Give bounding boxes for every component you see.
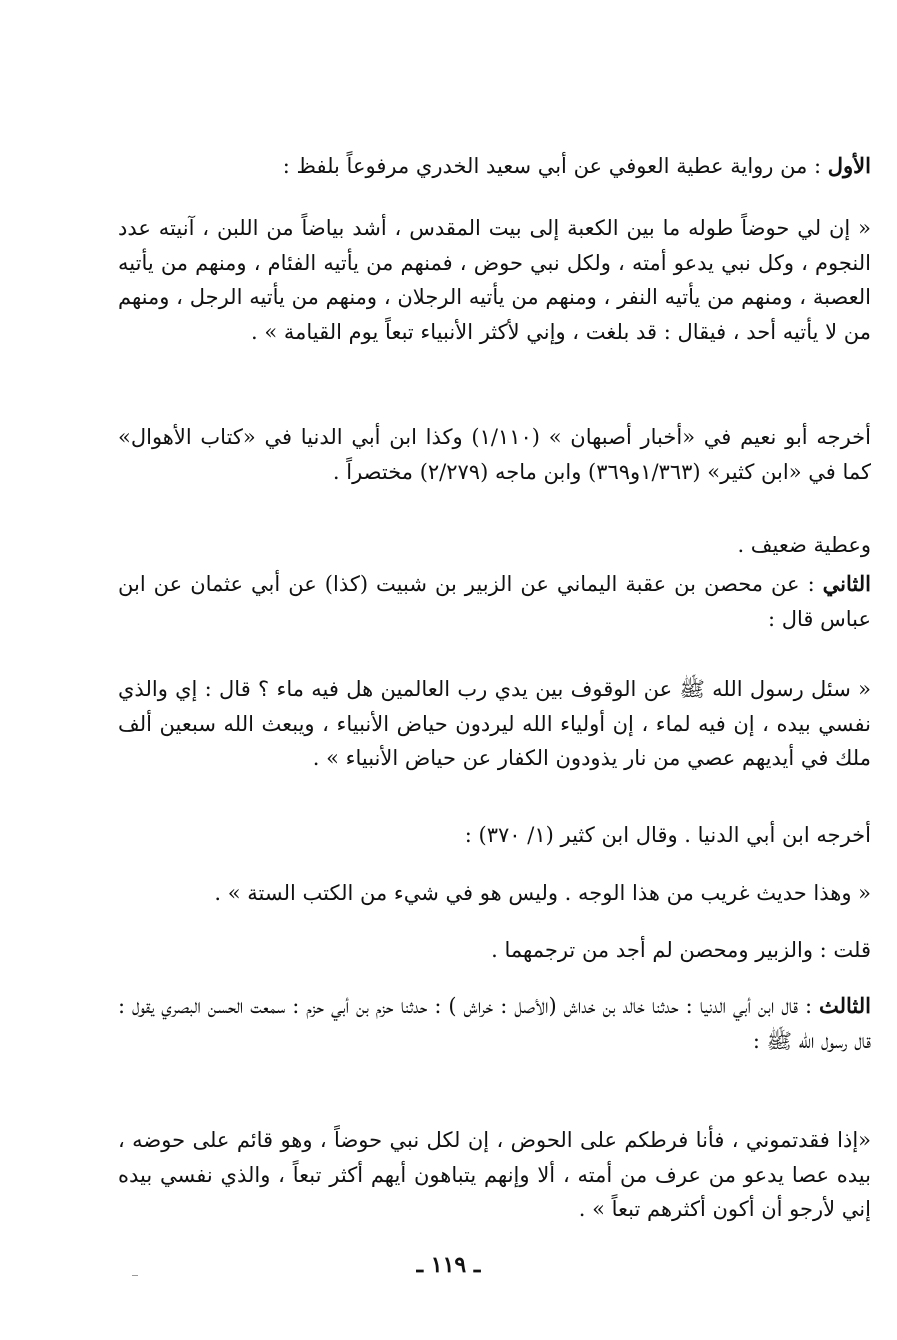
ibn-kathir-quote: « وهذا حديث غريب من هذا الوجه . وليس هو في شيء من الكتب الستة » . bbox=[214, 881, 871, 905]
paragraph-third-narration bbox=[118, 989, 871, 1058]
section-label-third: الثالث bbox=[819, 993, 871, 1018]
section-label-second: الثاني bbox=[822, 571, 871, 596]
takhrij-second: أخرجه ابن أبي الدنيا . وقال ابن كثير (١/ ٣٧٠) : bbox=[464, 823, 871, 847]
grading-note: وعطية ضعيف . bbox=[737, 533, 871, 557]
page-speck bbox=[132, 1275, 138, 1276]
paragraph-text: : من رواية عطية العوفي عن أبي سعيد الخدري مرفوعاً بلفظ : bbox=[282, 154, 828, 178]
paragraph-second-narration bbox=[118, 567, 871, 636]
hadith-text-second: « سئل رسول الله ﷺ عن الوقوف بين يدي رب العالمين هل فيه ماء ؟ قال : إي والذي نفسي بيده ، إن فيه لماء ، إن أولياء الله ليردون حياض الأنبياء ، ويبعث الله سبعين ألف ملك في أيديهم عصي من نار يذودون الكفار عن حياض الأنبياء » . bbox=[118, 677, 871, 770]
author-note: قلت : والزبير ومحصن لم أجد من ترجمهما . bbox=[491, 938, 871, 962]
paragraph-first-narration bbox=[118, 149, 871, 184]
page-number: ـ ١١٩ ـ bbox=[416, 1252, 481, 1278]
section-label-first: الأول bbox=[827, 153, 871, 178]
paragraph-text: : قال ابن أبي الدنيا : حدثنا خالد بن خداش (الأصل : خراش ) : حدثنا حزم بن أبي حزم : سمعت الحسن البصري يقول : قال رسول الله ﷺ : bbox=[118, 994, 871, 1053]
takhrij-paragraph: أخرجه أبو نعيم في «أخبار أصبهان » (١/١١٠) وكذا ابن أبي الدنيا في «كتاب الأهوال» كما في «ابن كثير» (١/٣٦٣و٣٦٩) وابن ماجه (٢/٢٧٩) مختصراً . bbox=[118, 425, 871, 484]
hadith-text-third: «إذا فقدتموني ، فأنا فرطكم على الحوض ، إن لكل نبي حوضاً ، وهو قائم على حوضه ، بيده عصا يدعو من عرف من أمته ، ألا وإنهم يتباهون أيهم أكثر تبعاً ، والذي نفسي بيده إني لأرجو أن أكون أكثرهم تبعاً » . bbox=[118, 1128, 871, 1221]
hadith-text-first: « إن لي حوضاً طوله ما بين الكعبة إلى بيت المقدس ، أشد بياضاً من اللبن ، آنيته عدد النجوم ، وكل نبي يدعو أمته ، ولكل نبي حوض ، فمنهم من يأتيه الفئام ، ومنهم من يأتيه العصبة ، ومنهم من يأتيه النفر ، ومنهم من يأتيه الرجلان ، ومنهم من يأتيه الرجل ، ومنهم من لا يأتيه أحد ، فيقال : قد بلغت ، وإني لأكثر الأنبياء تبعاً يوم القيامة » . bbox=[118, 216, 871, 344]
paragraph-text: : عن محصن بن عقبة اليماني عن الزبير بن شبيت (كذا) عن أبي عثمان عن ابن عباس قال : bbox=[118, 572, 871, 631]
